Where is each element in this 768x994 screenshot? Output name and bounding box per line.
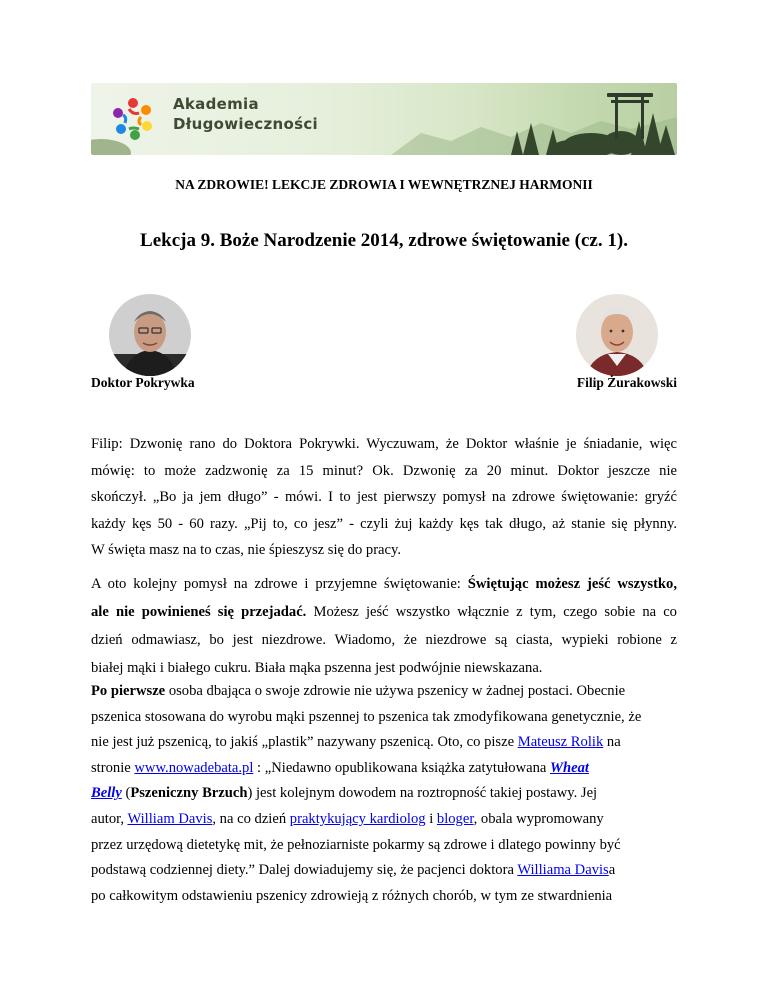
p3-text: autor,	[91, 810, 128, 827]
p3-text: , obala wypromowany	[473, 810, 604, 827]
p2-text: Możesz jeść wszystko włącznie z tym, czego sobie na co	[306, 604, 677, 620]
p3-text: (	[121, 785, 131, 802]
p3-text: ) jest kolejnym dowodem na roztropność takiej postawy. Jej	[247, 785, 598, 802]
p3-line-3	[91, 730, 677, 756]
link-william-davis[interactable]: William Davis	[127, 810, 213, 827]
brand-name	[173, 94, 318, 134]
p2-line-1	[91, 570, 677, 598]
paragraph-3	[91, 679, 677, 909]
p3-line-6	[91, 807, 677, 833]
p2-bold-1: Świętując możesz jeść wszystko,	[467, 576, 677, 592]
lesson-title: Lekcja 9. Boże Narodzenie 2014, zdrowe świętowanie (cz. 1).	[140, 230, 628, 251]
link-bloger[interactable]: bloger	[436, 810, 474, 827]
p2-line-3: dzień odmawiasz, bo jest niezdrowe. Wiadomo, że niezdrowe są ciasta, wypieki robione z	[91, 632, 677, 648]
logo-icon	[113, 98, 152, 140]
p2-text: A oto kolejny pomysł na zdrowe i przyjemne świętowanie:	[91, 576, 468, 592]
p3-text: stronie	[91, 759, 135, 776]
link-nowadebata[interactable]: www.nowadebata.pl	[134, 759, 254, 776]
brand-line-1: Akademia	[173, 95, 259, 113]
p3-text: : „Niedawno opublikowana książka zatytułowana	[253, 759, 551, 776]
p3-line-2: pszenica stosowana do wyrobu mąki pszennej to pszenica tak zmodyfikowana genetycznie, że	[91, 708, 642, 725]
name-filip-zurakowski: Filip Żurakowski	[576, 375, 677, 390]
p3-text: podstawą codziennej diety.” Dalej dowiadujemy się, że pacjenci doktora	[91, 862, 518, 879]
p3-bold-start: Po pierwsze	[91, 683, 166, 699]
p1-line: Filip: Dzwonię rano do Doktora Pokrywki. Wyczuwam, że Doktor właśnie je śniadanie, więc	[91, 436, 677, 452]
avatar-doktor-pokrywka	[109, 294, 191, 376]
p3-line-7: przez urzędową dietetykę mit, że pełnoziarniste pokarmy są zdrowe i dlatego powinny być	[91, 836, 621, 853]
p1-line: mówię: to może zadzwonię za 15 minut? Ok. Dzwonię za 20 minut. Doktor jeszcze nie	[91, 462, 677, 479]
p3-line-1	[91, 679, 677, 705]
p3-text: i	[425, 810, 437, 827]
avatar-filip-zurakowski	[576, 294, 658, 376]
paragraph-1	[91, 431, 677, 564]
p1-line: każdy kęs 50 - 60 razy. „Pij to, co jesz” - czyli żuj każdy kęs tak długo, aż stanie się płynny.	[91, 515, 677, 532]
link-williama-davisa[interactable]: Williama Davis	[517, 862, 609, 879]
p2-line-4: białej mąki i białego cukru. Biała mąka pszenna jest podwójnie niewskazana.	[91, 660, 543, 676]
p2-line-2	[91, 598, 677, 626]
p3-text: osoba dbająca o swoje zdrowie nie używa pszenicy w żadnej postaci. Obecnie	[165, 683, 626, 699]
p3-text: , na co dzień	[212, 810, 290, 827]
name-doktor-pokrywka: Doktor Pokrywka	[91, 375, 195, 390]
p3-text: a	[608, 862, 616, 879]
brand-line-2: Długowieczności	[173, 115, 318, 133]
p3-line-5	[91, 781, 677, 807]
p1-line: skończył. „Bo ja jem długo” - mówi. I to jest pierwszy pomysł na zdrowe świętowanie: gryźć	[91, 489, 677, 505]
p3-text: nie jest już pszenicą, to jakiś „plastik” nazywany pszenicą. Oto, co pisze	[91, 734, 518, 751]
p2-bold-2: ale nie powinieneś się przejadać.	[91, 604, 307, 620]
p3-text: na	[603, 734, 621, 751]
paragraph-2	[91, 570, 677, 682]
header-banner	[91, 83, 677, 155]
link-wheat-belly-cont[interactable]: Belly	[91, 785, 122, 802]
p3-bold-brzuch: Pszeniczny Brzuch	[130, 785, 248, 802]
link-wheat-belly[interactable]: Wheat	[550, 759, 589, 776]
link-mateusz-rolik[interactable]: Mateusz Rolik	[517, 734, 604, 751]
p1-line: W święta masz na to czas, nie śpieszysz się do pracy.	[91, 542, 402, 558]
p3-line-4	[91, 756, 677, 782]
p3-line-9: po całkowitym odstawieniu pszenicy zdrowieją z różnych chorób, w tym ze stwardnienia	[91, 887, 613, 904]
link-kardiolog[interactable]: praktykujący kardiolog	[289, 810, 426, 827]
series-heading: NA ZDROWIE! LEKCJE ZDROWIA I WEWNĘTRZNEJ HARMONII	[175, 177, 593, 192]
p3-line-8	[91, 858, 677, 884]
